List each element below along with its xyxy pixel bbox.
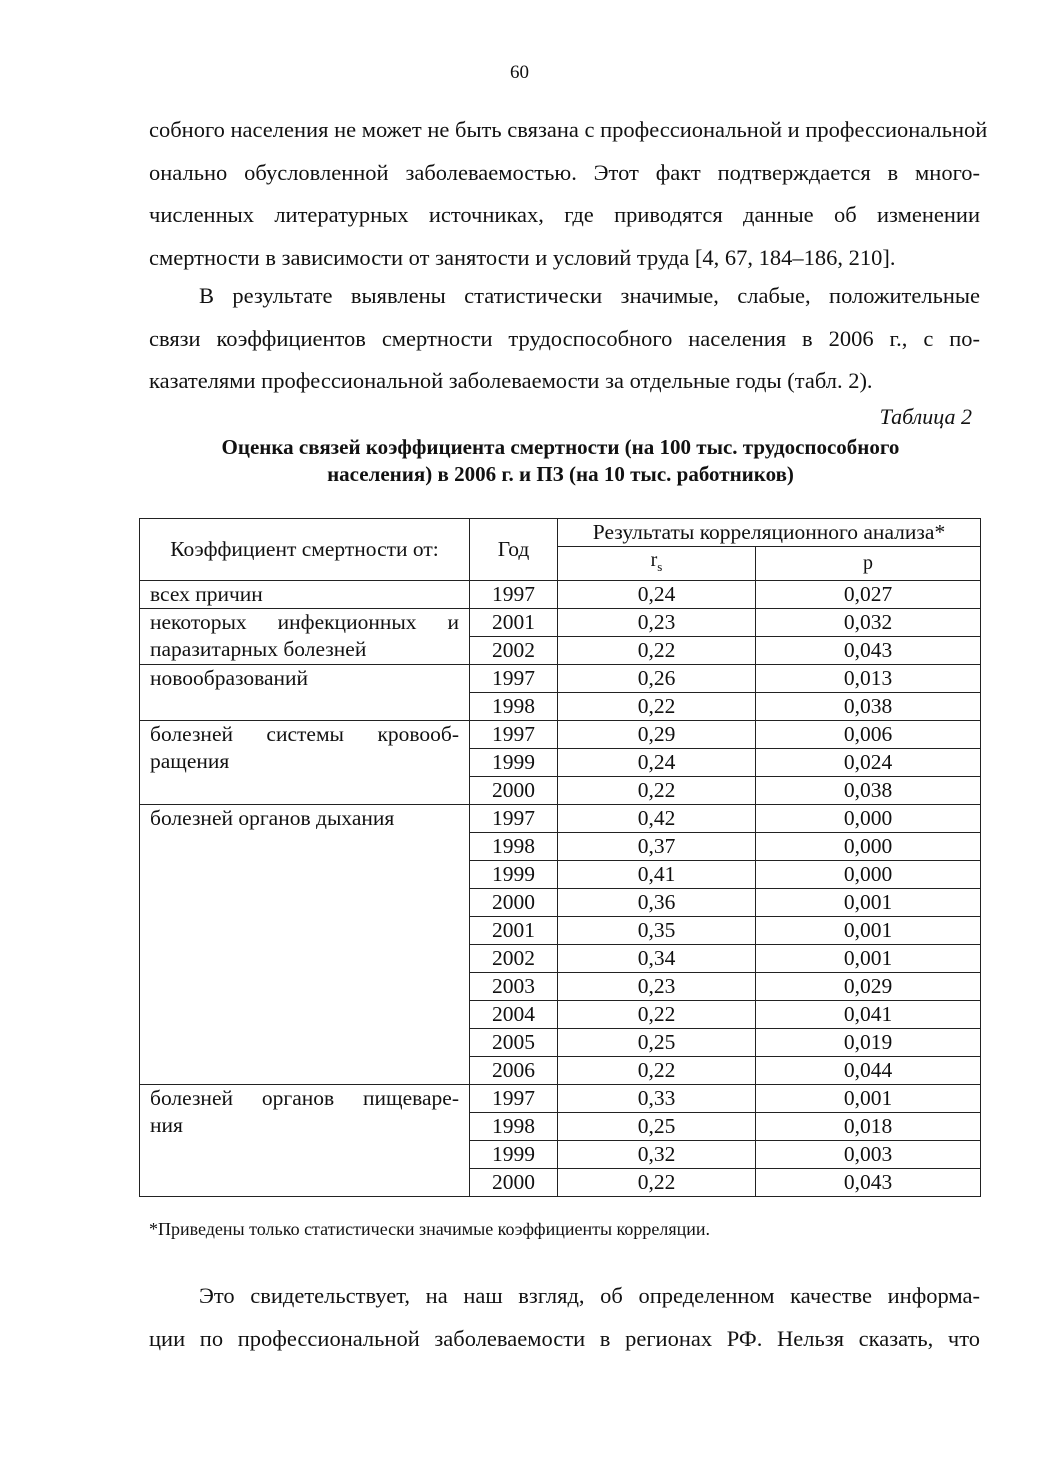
page-number: 60 xyxy=(510,62,529,83)
rs-cell: 0,24 xyxy=(558,749,756,777)
year-cell: 1997 xyxy=(470,1085,558,1113)
rs-cell: 0,22 xyxy=(558,1057,756,1085)
cause-cell xyxy=(140,581,470,609)
table-title-line: населения) в 2006 г. и ПЗ (на 10 тыс. работников) xyxy=(327,462,794,486)
table-row xyxy=(140,581,981,609)
year-cell: 1998 xyxy=(470,833,558,861)
rs-cell: 0,25 xyxy=(558,1029,756,1057)
table-footnote: *Приведены только статистически значимые коэффициенты корреляции. xyxy=(149,1219,711,1239)
p-cell: 0,000 xyxy=(756,805,981,833)
cause-text: болезней органов дыхания xyxy=(150,806,395,830)
rs-cell: 0,32 xyxy=(558,1141,756,1169)
rs-cell: 0,36 xyxy=(558,889,756,917)
text-line: казателями профессиональной заболеваемости за отдельные годы (табл. 2). xyxy=(149,368,873,393)
table-row xyxy=(140,1085,981,1113)
p-cell: 0,038 xyxy=(756,693,981,721)
rs-cell: 0,35 xyxy=(558,917,756,945)
text-line: ции по профессиональной заболеваемости в регионах РФ. Нельзя сказать, что xyxy=(149,1325,980,1351)
year-cell: 1999 xyxy=(470,861,558,889)
text-line: В результате выявлены статистически значимые, слабые, положительные xyxy=(199,283,980,308)
p-cell: 0,043 xyxy=(756,1169,981,1197)
cause-text: паразитарных болезней xyxy=(150,637,367,661)
table-body xyxy=(140,581,981,1197)
year-cell: 2000 xyxy=(470,1169,558,1197)
p-cell: 0,001 xyxy=(756,917,981,945)
p-cell: 0,019 xyxy=(756,1029,981,1057)
table-row xyxy=(140,805,981,833)
year-cell: 1997 xyxy=(470,581,558,609)
year-cell: 2006 xyxy=(470,1057,558,1085)
header-p: p xyxy=(756,547,981,581)
table-title-line: Оценка связей коэффициента смертности (на 100 тыс. трудоспособного xyxy=(221,435,900,459)
paragraph-conclusion xyxy=(149,1275,980,1360)
p-cell: 0,000 xyxy=(756,861,981,889)
rs-cell: 0,22 xyxy=(558,693,756,721)
table-row xyxy=(140,721,981,749)
p-cell: 0,043 xyxy=(756,637,981,665)
cause-text: новообразований xyxy=(150,666,309,690)
p-cell: 0,024 xyxy=(756,749,981,777)
year-cell: 1998 xyxy=(470,1113,558,1141)
p-cell: 0,027 xyxy=(756,581,981,609)
rs-cell: 0,33 xyxy=(558,1085,756,1113)
cause-cell xyxy=(140,665,470,721)
year-cell: 1997 xyxy=(470,805,558,833)
cause-text: болезней системы кровооб- xyxy=(150,722,459,746)
cause-cell xyxy=(140,1085,470,1197)
table-label: Таблица 2 xyxy=(879,404,972,429)
cause-text: некоторых инфекционных и xyxy=(150,610,459,634)
rs-cell: 0,42 xyxy=(558,805,756,833)
rs-cell: 0,23 xyxy=(558,973,756,1001)
p-cell: 0,013 xyxy=(756,665,981,693)
rs-cell: 0,29 xyxy=(558,721,756,749)
rs-cell: 0,25 xyxy=(558,1113,756,1141)
year-cell: 2001 xyxy=(470,609,558,637)
year-cell: 2004 xyxy=(470,1001,558,1029)
table-title xyxy=(140,434,981,488)
text-line: Это свидетельствует, на наш взгляд, об определенном качестве информа- xyxy=(199,1283,980,1308)
p-cell: 0,001 xyxy=(756,945,981,973)
cause-cell xyxy=(140,721,470,805)
cause-text: ращения xyxy=(150,749,230,773)
year-cell: 2000 xyxy=(470,777,558,805)
year-cell: 2002 xyxy=(470,637,558,665)
cause-cell xyxy=(140,805,470,1085)
p-cell: 0,003 xyxy=(756,1141,981,1169)
table-row xyxy=(140,665,981,693)
rs-cell: 0,22 xyxy=(558,1001,756,1029)
header-rs-main: r xyxy=(650,549,658,571)
correlation-table xyxy=(139,518,981,1197)
table-row xyxy=(140,609,981,637)
cause-text: всех причин xyxy=(150,582,263,606)
paragraph-intro xyxy=(149,109,988,279)
cause-cell xyxy=(140,609,470,665)
year-cell: 2000 xyxy=(470,889,558,917)
rs-cell: 0,24 xyxy=(558,581,756,609)
rs-cell: 0,23 xyxy=(558,609,756,637)
rs-cell: 0,22 xyxy=(558,777,756,805)
year-cell: 2005 xyxy=(470,1029,558,1057)
p-cell: 0,000 xyxy=(756,833,981,861)
text-line: онально обусловленной заболеваемостью. Этот факт подтверждается в много- xyxy=(149,159,980,185)
header-rs-sub: s xyxy=(657,559,663,574)
p-cell: 0,006 xyxy=(756,721,981,749)
cause-text: болезней органов пищеваре- xyxy=(150,1086,459,1110)
p-cell: 0,001 xyxy=(756,889,981,917)
text-line: смертности в зависимости от занятости и условий труда [4, 67, 184–186, 210]. xyxy=(149,244,896,270)
text-line: собного населения не может не быть связана с профессиональной и профессиональной xyxy=(149,117,988,142)
text-line: численных литературных источниках, где приводятся данные об изменении xyxy=(149,202,980,227)
p-cell: 0,041 xyxy=(756,1001,981,1029)
p-cell: 0,018 xyxy=(756,1113,981,1141)
rs-cell: 0,34 xyxy=(558,945,756,973)
rs-cell: 0,41 xyxy=(558,861,756,889)
paragraph-results xyxy=(149,275,980,403)
year-cell: 1997 xyxy=(470,665,558,693)
year-cell: 1997 xyxy=(470,721,558,749)
year-cell: 2003 xyxy=(470,973,558,1001)
year-cell: 2001 xyxy=(470,917,558,945)
rs-cell: 0,22 xyxy=(558,1169,756,1197)
p-cell: 0,044 xyxy=(756,1057,981,1085)
year-cell: 2002 xyxy=(470,945,558,973)
cause-text: ния xyxy=(150,1113,183,1137)
rs-cell: 0,37 xyxy=(558,833,756,861)
p-cell: 0,029 xyxy=(756,973,981,1001)
rs-cell: 0,26 xyxy=(558,665,756,693)
rs-cell: 0,22 xyxy=(558,637,756,665)
header-cause: Коэффициент смертности от: xyxy=(140,519,470,581)
text-line: связи коэффициентов смертности трудоспособного населения в 2006 г., с по- xyxy=(149,325,980,351)
year-cell: 1999 xyxy=(470,749,558,777)
p-cell: 0,001 xyxy=(756,1085,981,1113)
header-year: Год xyxy=(470,519,558,581)
header-results: Результаты корреляционного анализа* xyxy=(558,519,981,547)
year-cell: 1999 xyxy=(470,1141,558,1169)
p-cell: 0,032 xyxy=(756,609,981,637)
header-rs xyxy=(558,547,756,581)
p-cell: 0,038 xyxy=(756,777,981,805)
year-cell: 1998 xyxy=(470,693,558,721)
